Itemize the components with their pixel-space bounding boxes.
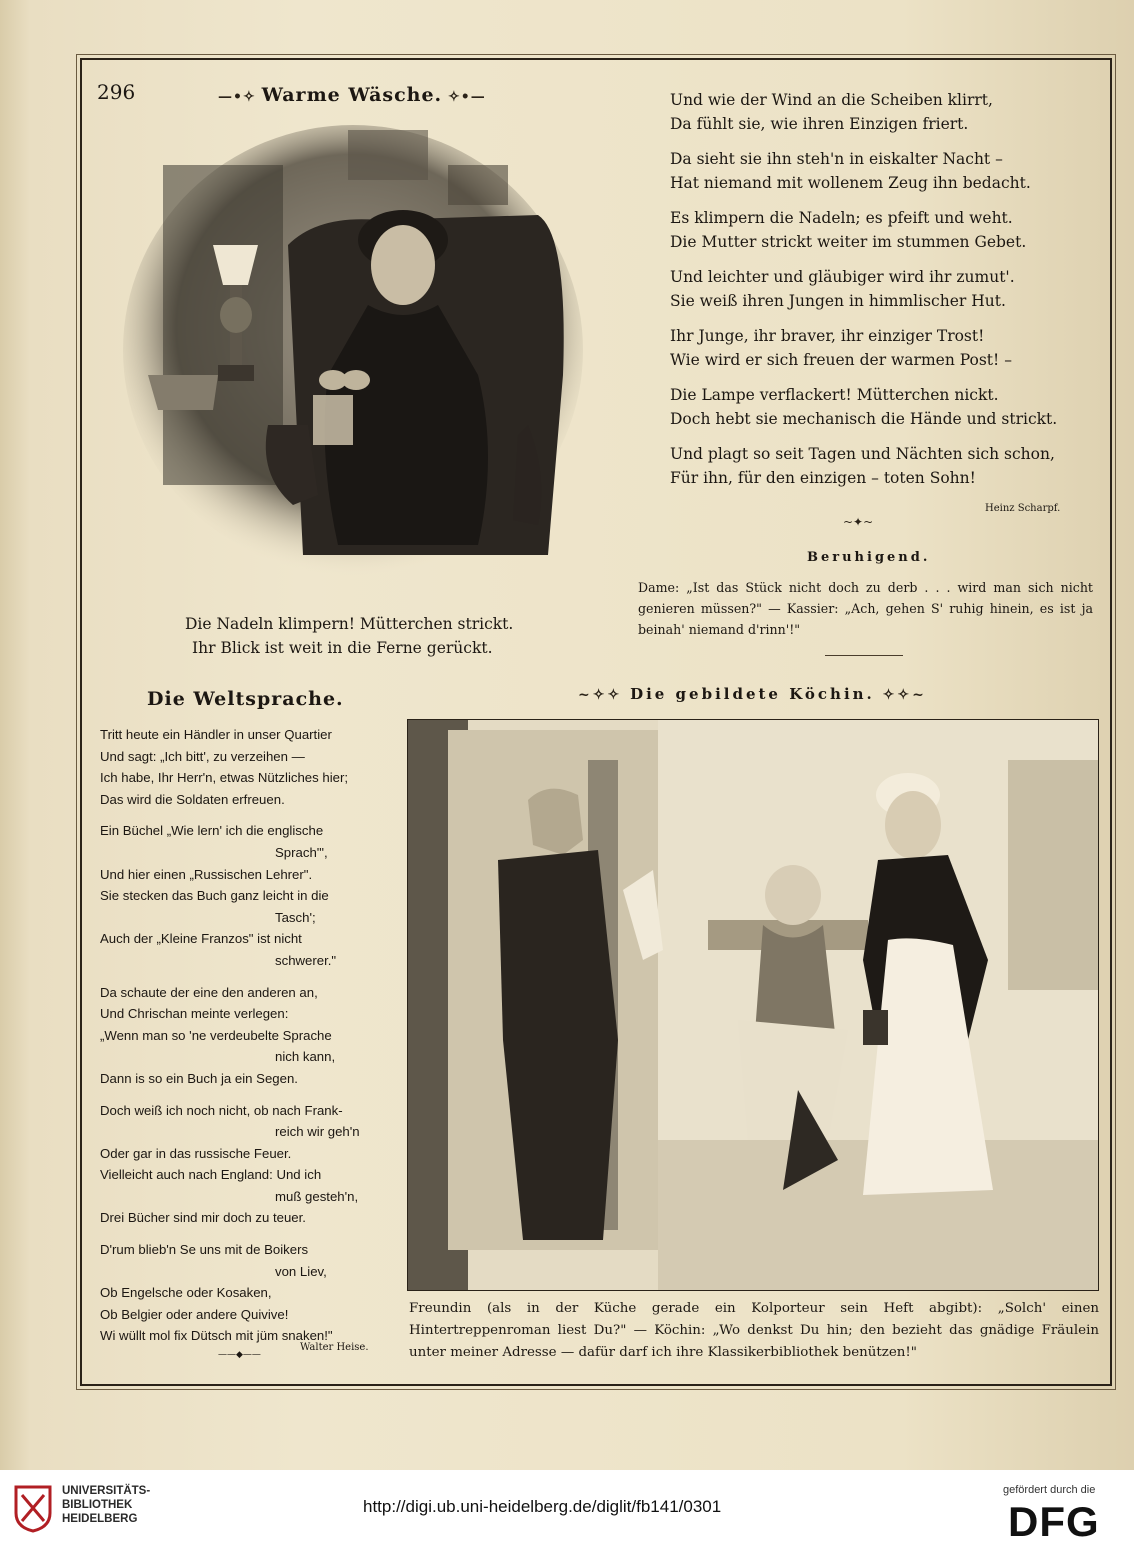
verse-line: Wie wird er sich freuen der warmen Post! – bbox=[670, 351, 1012, 369]
poem1-author: Heinz Scharpf. bbox=[985, 503, 1061, 514]
verse-line: Ob Belgier oder andere Quivive! bbox=[100, 1306, 289, 1322]
divider-ornament: ~✦~ bbox=[843, 515, 874, 529]
stanza bbox=[670, 147, 1057, 195]
verse-line: Ein Büchel „Wie lern' ich die englische bbox=[100, 823, 324, 839]
dfg-logo: DFG bbox=[1008, 1498, 1100, 1545]
illustration-knitting-mother bbox=[118, 125, 588, 605]
verse-line: Hat niemand mit wollenem Zeug ihn bedacht. bbox=[670, 174, 1031, 192]
koechin-title bbox=[578, 685, 927, 703]
verse-line: Sie weiß ihren Jungen in himmlischer Hut. bbox=[670, 292, 1006, 310]
institution-line: UNIVERSITÄTS- bbox=[62, 1485, 151, 1497]
weltsprache-title: Die Weltsprache. bbox=[147, 688, 344, 710]
verse-line: Tritt heute ein Händler in unser Quartier bbox=[100, 727, 332, 742]
verse-line: Und hier einen „Russischen Lehrer". bbox=[100, 866, 313, 882]
verse-line: Doch weiß ich noch nicht, ob nach Frank- bbox=[100, 1102, 343, 1118]
divider-line bbox=[825, 655, 903, 656]
verse-line: Für ihn, für den einzigen – toten Sohn! bbox=[670, 469, 976, 487]
institution-name bbox=[62, 1484, 150, 1526]
poem-title-text: Warme Wäsche. bbox=[261, 84, 443, 106]
verse-line: Ihr Junge, ihr braver, ihr einziger Trost! bbox=[670, 327, 985, 345]
verse-line: Oder gar in das russische Feuer. bbox=[100, 1145, 292, 1161]
verse-line: Und wie der Wind an die Scheiben klirrt, bbox=[670, 91, 993, 109]
stanza bbox=[670, 265, 1057, 313]
stanza bbox=[100, 982, 360, 1090]
verse-line: Doch hebt sie mechanisch die Hände und strickt. bbox=[670, 410, 1058, 428]
beruhigend-text: Dame: „Ist das Stück nicht doch zu derb . . . wird man sich nicht genieren müssen?" — Kassier: „Ach, gehen S' ruhig hinein, es ist ja beinah' niemand d'rinn'!" bbox=[638, 580, 1093, 637]
page-number: 296 bbox=[97, 80, 136, 104]
stanza bbox=[670, 383, 1057, 431]
stanza bbox=[670, 206, 1057, 254]
ornament-rule: ——◆—— bbox=[218, 1350, 261, 1360]
verse-line: Dann is so ein Buch ja ein Segen. bbox=[100, 1070, 298, 1086]
verse-line: Da sieht sie ihn steh'n in eiskalter Nacht – bbox=[670, 150, 1003, 168]
institution-line: BIBLIOTHEK bbox=[62, 1499, 133, 1511]
weltsprache-poem bbox=[100, 724, 360, 1357]
verse-line: Auch der „Kleine Franzos" ist nicht bbox=[100, 931, 302, 947]
verse-line: Ob Engelsche oder Kosaken, bbox=[100, 1285, 272, 1301]
poem-warme-waesche-title bbox=[218, 84, 486, 106]
verse-line: D'rum blieb'n Se uns mit de Boikers bbox=[100, 1242, 309, 1258]
verse-line: Es klimpern die Nadeln; es pfeift und weht. bbox=[670, 209, 1013, 227]
stanza bbox=[670, 324, 1057, 372]
permalink-url[interactable]: http://digi.ub.uni-heidelberg.de/diglit/fb141/0301 bbox=[363, 1497, 722, 1516]
verse-line: muß gesteh'n, bbox=[275, 1188, 359, 1204]
verse-line: nich kann, bbox=[275, 1049, 336, 1065]
koechin-title-text: Die gebildete Köchin. bbox=[630, 685, 875, 703]
caption-line: Ihr Blick ist weit in die Ferne gerückt. bbox=[192, 639, 493, 657]
funding-note: gefördert durch die bbox=[1003, 1484, 1096, 1496]
verse-line: Und sagt: „Ich bitt', zu verzeihen — bbox=[100, 748, 305, 764]
koechin-caption: Freundin (als in der Küche gerade ein Kolporteur sein Heft abgibt): „Solch' einen Hintertreppenroman liest Du?" — Köchin: „Wo denkst Du hin; den bezieht das gnädige Fräulein unter meiner Adresse — dafür darf ich ihre Klassikerbibliothek benützen!" bbox=[409, 1301, 1099, 1360]
verse-line: Vielleicht auch nach England: Und ich bbox=[100, 1167, 322, 1183]
institution-line: HEIDELBERG bbox=[62, 1513, 138, 1525]
illustration-kitchen-scene bbox=[407, 719, 1099, 1291]
title-ornament-right: ✧✧~ bbox=[874, 687, 927, 703]
title-ornament-right: ✧•— bbox=[442, 89, 486, 105]
stanza bbox=[100, 1239, 360, 1347]
viewer-footer bbox=[0, 1470, 1134, 1555]
verse-line: Die Mutter strickt weiter im stummen Gebet. bbox=[670, 233, 1027, 251]
verse-line: Sie stecken das Buch ganz leicht in die bbox=[100, 888, 329, 904]
verse-line: Wi wüllt mol fix Dütsch mit jüm snaken!" bbox=[100, 1328, 333, 1344]
verse-line: „Wenn man so 'ne verdeubelte Sprache bbox=[100, 1027, 332, 1043]
verse-line: Und Chrischan meinte verlegen: bbox=[100, 1006, 289, 1022]
verse-line: schwerer." bbox=[275, 952, 337, 968]
poem1-caption bbox=[185, 612, 513, 660]
verse-line: Und leichter und gläubiger wird ihr zumut'. bbox=[670, 268, 1015, 286]
verse-line: Drei Bücher sind mir doch zu teuer. bbox=[100, 1210, 306, 1226]
university-seal-icon bbox=[12, 1483, 54, 1533]
title-ornament-left: ~✧✧ bbox=[578, 687, 631, 703]
poem1-stanzas bbox=[670, 88, 1057, 501]
verse-line: Tasch'; bbox=[275, 909, 316, 925]
verse-line: Ich habe, Ihr Herr'n, etwas Nützliches hier; bbox=[100, 770, 349, 786]
verse-line: Da schaute der eine den anderen an, bbox=[100, 984, 318, 1000]
title-ornament-left: —•✧ bbox=[218, 89, 262, 105]
verse-line: Da fühlt sie, wie ihren Einzigen friert. bbox=[670, 115, 969, 133]
verse-line: von Liev, bbox=[275, 1263, 327, 1279]
verse-line: Sprach'", bbox=[275, 844, 328, 860]
verse-line: reich wir geh'n bbox=[275, 1124, 360, 1140]
verse-line: Die Lampe verflackert! Mütterchen nickt. bbox=[670, 386, 999, 404]
stanza bbox=[100, 1100, 360, 1230]
stanza bbox=[670, 88, 1057, 136]
stanza bbox=[100, 820, 360, 971]
verse-line: Das wird die Soldaten erfreuen. bbox=[100, 791, 285, 807]
caption-line: Die Nadeln klimpern! Mütterchen strickt. bbox=[185, 615, 514, 633]
beruhigend-title: Beruhigend. bbox=[807, 550, 931, 565]
verse-line: Und plagt so seit Tagen und Nächten sich schon, bbox=[670, 445, 1055, 463]
stanza bbox=[670, 442, 1057, 490]
weltsprache-author: Walter Heise. bbox=[300, 1342, 369, 1353]
stanza bbox=[100, 724, 360, 810]
